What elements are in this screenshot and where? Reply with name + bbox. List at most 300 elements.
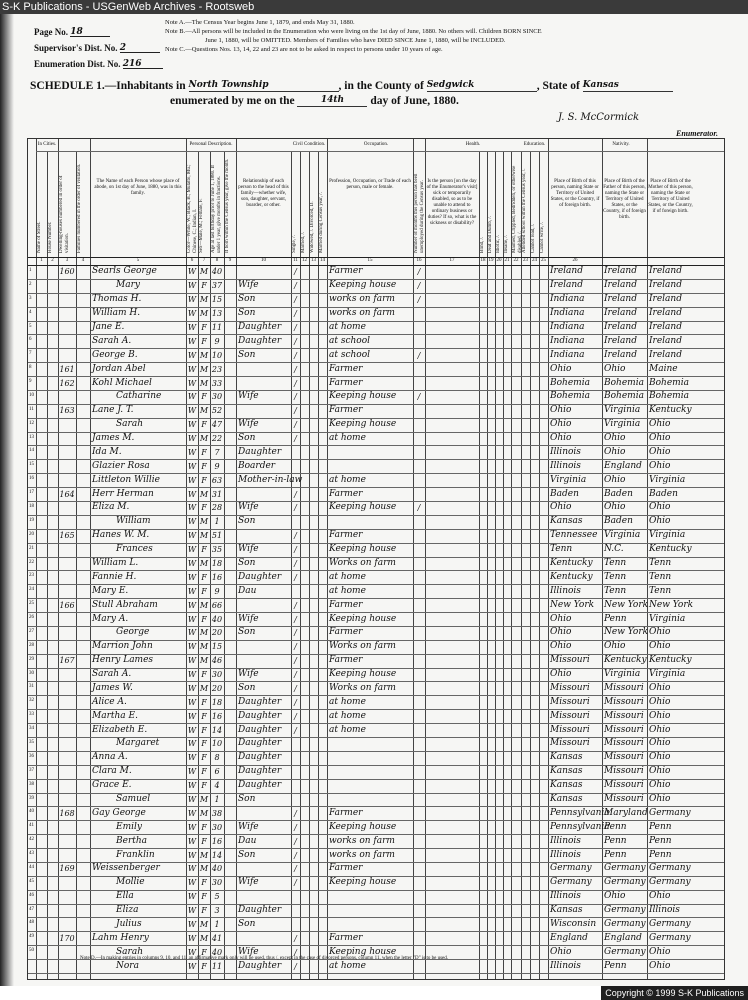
census-cell-occ: Farmer <box>329 932 363 943</box>
census-cell-name: Julius <box>116 918 142 929</box>
census-cell-fbp: Penn <box>604 835 627 846</box>
column-number: 26 <box>572 258 578 263</box>
census-cell-name: Martha E. <box>92 710 138 721</box>
census-cell-fbp: Missouri <box>604 738 644 749</box>
census-cell-age: 66 <box>211 600 223 610</box>
column-number: 11 <box>293 258 298 263</box>
census-cell-name: Catharine <box>116 391 162 402</box>
supervisor-district <box>34 43 160 53</box>
census-cell-fbp: Missouri <box>604 780 644 791</box>
census-cell-single: / <box>294 336 297 346</box>
census-cell-single: / <box>294 697 297 707</box>
census-cell-col: W <box>187 434 197 444</box>
census-cell-sex: F <box>201 697 207 707</box>
census-cell-rel: Son <box>238 557 256 568</box>
column-divider <box>479 151 480 979</box>
census-cell-age: 33 <box>211 378 223 388</box>
census-cell-mbp: Germany <box>649 918 691 929</box>
line-number: 10 <box>29 392 34 398</box>
column-header-cannot-read: Cannot read, /. <box>531 223 536 253</box>
census-cell-mbp: Ohio <box>649 946 671 957</box>
census-cell-mbp: Ohio <box>649 502 671 513</box>
census-cell-bp: Indiana <box>550 294 585 305</box>
census-cell-occ: Farmer <box>329 655 363 666</box>
census-cell-age: 63 <box>211 475 223 485</box>
census-cell-sex: F <box>201 892 207 902</box>
census-cell-fbp: Virginia <box>604 530 641 541</box>
census-cell-rel: Son <box>238 793 256 804</box>
census-cell-mbp: Ireland <box>649 266 682 277</box>
census-cell-col: W <box>187 392 197 402</box>
census-cell-unemp: / <box>417 350 421 360</box>
census-cell-rel: Daughter <box>238 571 282 582</box>
census-cell-dw: 166 <box>59 600 75 610</box>
census-cell-name: George B. <box>92 349 138 360</box>
census-cell-rel: Wife <box>238 946 259 957</box>
note-b-line-1: Note B.—All persons will be included in the Enumeration who were living on the 1st day of June, 1880. No others will. Children BORN SINCE <box>165 28 542 35</box>
census-cell-fbp: Missouri <box>604 793 644 804</box>
census-cell-mbp: Ohio <box>649 433 671 444</box>
census-cell-name: Bertha <box>116 835 148 846</box>
census-cell-rel: Wife <box>238 613 259 624</box>
census-cell-mbp: Germany <box>649 863 691 874</box>
column-divider <box>76 151 77 979</box>
census-cell-sex: M <box>199 364 209 374</box>
census-cell-col: W <box>187 447 197 457</box>
census-cell-fbp: Penn <box>604 613 627 624</box>
census-cell-age: 16 <box>211 572 223 582</box>
census-cell-age: 41 <box>211 933 223 943</box>
column-number: 3 <box>65 258 69 263</box>
column-number: 2 <box>51 258 54 263</box>
column-number: 13 <box>311 258 316 263</box>
census-cell-sex: F <box>201 586 207 596</box>
census-cell-col: W <box>187 697 197 707</box>
census-cell-fbp: N.C. <box>604 544 624 555</box>
census-cell-fbp: Germany <box>604 905 646 916</box>
census-cell-name: Glazier Rosa <box>92 460 150 471</box>
census-cell-sex: F <box>201 670 207 680</box>
census-cell-name: Eliza M. <box>92 502 130 513</box>
census-cell-col: W <box>187 642 197 652</box>
census-cell-single: / <box>294 683 297 693</box>
note-a: Note A.—The Census Year begins June 1, 1879, and ends May 31, 1880. <box>165 19 355 26</box>
census-cell-dw: 160 <box>59 267 75 277</box>
census-cell-mbp: Ireland <box>649 308 682 319</box>
census-cell-col: W <box>187 378 197 388</box>
census-cell-bp: Missouri <box>550 696 590 707</box>
column-number: 22 <box>513 258 519 263</box>
enumerator-label: Enumerator. <box>676 129 719 138</box>
census-cell-sex: F <box>201 447 207 457</box>
census-cell-single: / <box>294 309 297 319</box>
column-number: 20 <box>496 258 502 263</box>
census-cell-name: Clara M. <box>92 766 132 777</box>
line-number: 25 <box>29 601 34 607</box>
census-cell-name: Sarah <box>116 946 143 957</box>
column-number: 5 <box>136 258 140 263</box>
line-number: 26 <box>29 615 34 621</box>
column-number: 23 <box>523 258 528 263</box>
census-cell-mbp: Ohio <box>649 627 671 638</box>
enumeration-district <box>34 59 163 69</box>
county-label: , in the County of <box>338 80 424 92</box>
census-cell-occ: Farmer <box>329 627 363 638</box>
census-cell-bp: Kansas <box>550 793 583 804</box>
census-cell-bp: Indiana <box>550 349 585 360</box>
census-cell-single: / <box>294 656 297 666</box>
census-cell-mbp: Tenn <box>649 571 672 582</box>
column-number: 1 <box>40 258 43 263</box>
line-number: 49 <box>29 934 34 940</box>
census-cell-fbp: Missouri <box>604 766 644 777</box>
month-label: day of June, 1880. <box>370 95 459 107</box>
line-number: 28 <box>29 642 34 648</box>
census-cell-rel: Son <box>238 627 256 638</box>
census-cell-name: Hanes W. M. <box>92 530 150 541</box>
census-cell-mbp: Ohio <box>649 460 671 471</box>
census-cell-sex: F <box>201 753 207 763</box>
census-cell-name: James W. <box>92 682 133 693</box>
census-cell-fbp: Ohio <box>604 433 626 444</box>
census-cell-single: / <box>294 545 297 555</box>
census-cell-single: / <box>294 267 297 277</box>
census-cell-age: 22 <box>211 434 223 444</box>
census-cell-fbp: Missouri <box>604 710 644 721</box>
census-cell-bp: Missouri <box>550 724 590 735</box>
line-number: 48 <box>29 920 34 926</box>
census-cell-rel: Daughter <box>238 905 282 916</box>
census-cell-fbp: Baden <box>604 516 633 527</box>
census-cell-col: W <box>187 933 197 943</box>
census-cell-occ: at school <box>329 335 371 346</box>
census-cell-sex: F <box>201 614 207 624</box>
census-cell-col: W <box>187 753 197 763</box>
census-cell-age: 15 <box>211 642 223 652</box>
census-cell-bp: Kansas <box>550 766 583 777</box>
census-cell-fbp: Penn <box>604 849 627 860</box>
census-cell-fbp: Germany <box>604 863 646 874</box>
census-cell-dw: 163 <box>59 406 75 416</box>
census-cell-fbp: Baden <box>604 488 633 499</box>
column-header-age: Age at last birthday prior to June 1, 1880. If under 1 year, give months in fractions. <box>211 165 222 253</box>
census-cell-col: W <box>187 489 197 499</box>
census-cell-sex: F <box>201 711 207 721</box>
line-number: 50 <box>29 948 34 954</box>
census-cell-occ: at home <box>329 960 366 971</box>
census-cell-name: Margaret <box>116 738 160 749</box>
census-cell-mbp: Ohio <box>649 419 671 430</box>
census-cell-mbp: Illinois <box>649 905 680 916</box>
state-label: , State of <box>536 80 580 92</box>
column-number: 17 <box>449 258 455 263</box>
census-cell-col: W <box>187 947 197 957</box>
census-cell-single: / <box>294 878 297 888</box>
census-cell-sex: M <box>199 558 209 568</box>
census-cell-name: Jane E. <box>92 321 125 332</box>
census-cell-col: W <box>187 558 197 568</box>
census-cell-bp: Virginia <box>550 474 587 485</box>
census-cell-col: W <box>187 906 197 916</box>
census-cell-rel: Wife <box>238 502 259 513</box>
line-number: 3 <box>29 295 32 301</box>
census-cell-mbp: Ohio <box>649 446 671 457</box>
census-cell-age: 40 <box>211 614 223 624</box>
census-cell-single: / <box>294 808 297 818</box>
census-cell-mbp: Penn <box>649 849 672 860</box>
census-cell-bp: Ohio <box>550 613 572 624</box>
census-cell-fbp: New York <box>604 599 649 610</box>
census-cell-age: 7 <box>214 447 220 457</box>
line-number: 19 <box>29 517 34 523</box>
census-cell-col: W <box>187 850 197 860</box>
census-cell-name: Ida M. <box>92 446 122 457</box>
census-cell-bp: Ohio <box>550 946 572 957</box>
census-cell-col: W <box>187 961 197 971</box>
census-cell-age: 40 <box>211 267 223 277</box>
census-cell-sex: M <box>199 267 209 277</box>
column-number: 10 <box>261 258 266 263</box>
census-cell-fbp: England <box>604 460 642 471</box>
census-cell-fbp: Bohemia <box>604 377 644 388</box>
census-cell-mbp: Germany <box>649 932 691 943</box>
census-cell-age: 18 <box>211 558 223 568</box>
census-cell-age: 1 <box>214 794 220 804</box>
column-number: 18 <box>480 258 486 263</box>
census-cell-bp: Missouri <box>550 738 590 749</box>
line-number: 40 <box>29 809 34 815</box>
census-cell-sex: F <box>201 767 207 777</box>
census-cell-mbp: Germany <box>649 807 691 818</box>
census-cell-occ: Farmer <box>329 266 363 277</box>
census-cell-sex: F <box>201 947 207 957</box>
census-cell-name: William H. <box>92 308 141 319</box>
census-cell-col: W <box>187 364 197 374</box>
census-cell-sex: M <box>199 309 209 319</box>
line-number: 6 <box>29 337 32 343</box>
census-cell-age: 30 <box>211 670 223 680</box>
line-number: 41 <box>29 823 34 829</box>
census-cell-name: William <box>116 516 151 527</box>
census-cell-rel: Wife <box>238 419 259 430</box>
census-cell-mbp: Virginia <box>649 669 686 680</box>
census-cell-bp: Kentucky <box>550 571 593 582</box>
census-cell-fbp: Ireland <box>604 280 637 291</box>
census-cell-single: / <box>294 864 297 874</box>
column-number: 19 <box>488 258 494 263</box>
census-cell-age: 10 <box>211 350 223 360</box>
column-header-street: Name of Street. <box>37 221 42 253</box>
census-cell-bp: Pennsylvania <box>550 821 610 832</box>
census-cell-occ: Works on farm <box>329 641 396 652</box>
census-cell-bp: Ohio <box>550 502 572 513</box>
column-divider <box>539 151 540 979</box>
census-cell-occ: at home <box>329 696 366 707</box>
line-number: 17 <box>29 490 34 496</box>
census-cell-fbp: Ohio <box>604 891 626 902</box>
county-value: Sedgwick <box>427 80 537 92</box>
census-cell-col: W <box>187 864 197 874</box>
census-cell-age: 9 <box>214 461 220 471</box>
census-cell-single: / <box>294 350 297 360</box>
census-cell-sex: M <box>199 295 209 305</box>
census-cell-single: / <box>294 531 297 541</box>
census-cell-fbp: Penn <box>604 960 627 971</box>
census-cell-name: Searls George <box>92 266 157 277</box>
line-number: 13 <box>29 434 34 440</box>
census-cell-sex: F <box>201 392 207 402</box>
census-cell-bp: Indiana <box>550 308 585 319</box>
column-header-widowed: Widowed, /. Divorced, D. <box>310 201 315 253</box>
census-cell-name: Elizabeth E. <box>92 724 148 735</box>
census-cell-occ: Keeping house <box>329 877 397 888</box>
census-cell-mbp: Ohio <box>649 766 671 777</box>
census-cell-unemp: / <box>417 281 421 291</box>
census-cell-rel: Daughter <box>238 446 282 457</box>
note-b-line-2: June 1, 1880, will be OMITTED. Members of Families who have DIED SINCE June 1, 1880, will be INCLUDED. <box>205 37 506 44</box>
census-cell-bp: Germany <box>550 877 592 888</box>
census-cell-age: 14 <box>211 725 223 735</box>
census-cell-mbp: Ireland <box>649 321 682 332</box>
census-table <box>27 138 725 980</box>
line-number: 14 <box>29 448 34 454</box>
census-cell-dw: 170 <box>59 933 75 943</box>
census-cell-age: 6 <box>214 767 220 777</box>
line-number: 5 <box>29 323 32 329</box>
line-number: 32 <box>29 698 34 704</box>
census-cell-occ: Keeping house <box>329 391 397 402</box>
census-cell-age: 31 <box>211 489 223 499</box>
column-group-occupation: Occupation. <box>363 142 389 147</box>
line-number: 42 <box>29 837 34 843</box>
census-cell-dw: 167 <box>59 656 75 666</box>
census-cell-rel: Son <box>238 682 256 693</box>
line-number: 46 <box>29 892 34 898</box>
census-cell-occ: at home <box>329 433 366 444</box>
census-cell-age: 11 <box>211 322 223 332</box>
census-cell-col: W <box>187 670 197 680</box>
census-cell-mbp: New York <box>649 599 694 610</box>
census-cell-rel: Daughter <box>238 752 282 763</box>
census-cell-bp: England <box>550 932 588 943</box>
census-cell-bp: Missouri <box>550 682 590 693</box>
census-cell-occ: works on farm <box>329 835 395 846</box>
census-cell-sex: M <box>199 600 209 610</box>
scan-edge-shadow <box>0 14 14 986</box>
census-cell-mbp: Ohio <box>649 960 671 971</box>
census-cell-bp: Indiana <box>550 335 585 346</box>
census-cell-mbp: Baden <box>649 488 678 499</box>
line-number: 9 <box>29 379 32 385</box>
census-cell-sex: F <box>201 461 207 471</box>
census-cell-name: Thomas H. <box>92 294 142 305</box>
schedule-label: SCHEDULE 1.—Inhabitants in <box>30 80 186 92</box>
column-header-sick: Is the person [on the day of the Enumerator's visit] sick or temporarily disabled, so as to be unable to attend to ordinary business or duties? If so, what is the sickness or disability? <box>426 179 478 226</box>
census-cell-mbp: Kentucky <box>649 405 692 416</box>
census-cell-age: 37 <box>211 281 223 291</box>
census-cell-sex: M <box>199 683 209 693</box>
census-cell-age: 1 <box>214 919 220 929</box>
census-cell-age: 40 <box>211 864 223 874</box>
census-cell-rel: Boarder <box>238 460 276 471</box>
column-header-deaf-dumb: Deaf and Dumb, /. <box>488 215 493 253</box>
census-cell-col: W <box>187 267 197 277</box>
census-cell-unemp: / <box>417 392 421 402</box>
census-cell-col: W <box>187 919 197 929</box>
census-cell-sex: M <box>199 489 209 499</box>
column-divider <box>309 151 310 979</box>
census-cell-single: / <box>294 725 297 735</box>
census-cell-name: Grace E. <box>92 780 132 791</box>
line-number: 21 <box>29 545 34 551</box>
census-cell-bp: Bohemia <box>550 377 590 388</box>
line-number: 37 <box>29 767 34 773</box>
census-cell-mbp: Ohio <box>649 516 671 527</box>
census-cell-occ: works on farm <box>329 308 395 319</box>
census-cell-rel: Wife <box>238 669 259 680</box>
line-number: 43 <box>29 851 34 857</box>
census-cell-age: 3 <box>214 906 220 916</box>
census-cell-age: 51 <box>211 531 223 541</box>
census-cell-rel: Son <box>238 918 256 929</box>
census-cell-bp: Kansas <box>550 752 583 763</box>
census-cell-age: 40 <box>211 947 223 957</box>
census-cell-name: Henry Lames <box>92 655 154 666</box>
column-header-married: Married, /. <box>301 231 306 253</box>
census-cell-col: W <box>187 836 197 846</box>
line-number: 30 <box>29 670 34 676</box>
column-header-school: Attended school within the Census year, /. <box>522 168 527 253</box>
census-cell-dw: 162 <box>59 378 75 388</box>
line-number: 38 <box>29 781 34 787</box>
census-cell-single: / <box>294 614 297 624</box>
census-cell-sex: F <box>201 322 207 332</box>
census-cell-single: / <box>294 933 297 943</box>
column-divider <box>318 151 319 979</box>
column-header-house-number: House Number. <box>48 221 53 253</box>
census-cell-dw: 164 <box>59 489 75 499</box>
line-number: 39 <box>29 795 34 801</box>
census-cell-sex: F <box>201 781 207 791</box>
census-cell-age: 30 <box>211 392 223 402</box>
census-cell-name: Fannie H. <box>92 571 137 582</box>
census-cell-fbp: Virginia <box>604 405 641 416</box>
census-cell-bp: New York <box>550 599 595 610</box>
census-cell-sex: M <box>199 794 209 804</box>
census-cell-occ: Keeping house <box>329 280 397 291</box>
census-cell-age: 10 <box>211 739 223 749</box>
column-header-birthplace: Place of Birth of this person, naming State or Territory of United States, or the Country, if of foreign birth. <box>550 179 600 208</box>
line-number: 16 <box>29 476 34 482</box>
census-cell-mbp: Ohio <box>649 696 671 707</box>
census-cell-name: Kohl Michael <box>92 377 152 388</box>
census-cell-occ: at school <box>329 349 371 360</box>
census-cell-fbp: Germany <box>604 918 646 929</box>
line-number: 45 <box>29 878 34 884</box>
census-cell-occ: Farmer <box>329 599 363 610</box>
census-cell-name: Ella <box>116 891 134 902</box>
census-cell-col: W <box>187 336 197 346</box>
census-cell-name: Samuel <box>116 793 151 804</box>
census-cell-bp: Kentucky <box>550 557 593 568</box>
census-cell-fbp: Ohio <box>604 474 626 485</box>
census-cell-fbp: New York <box>604 627 649 638</box>
census-cell-unemp: / <box>417 503 421 513</box>
column-group-personal-description: Personal Description. <box>189 142 233 147</box>
census-cell-age: 23 <box>211 364 223 374</box>
column-number: 14 <box>320 258 325 263</box>
census-cell-bp: Illinois <box>550 891 581 902</box>
